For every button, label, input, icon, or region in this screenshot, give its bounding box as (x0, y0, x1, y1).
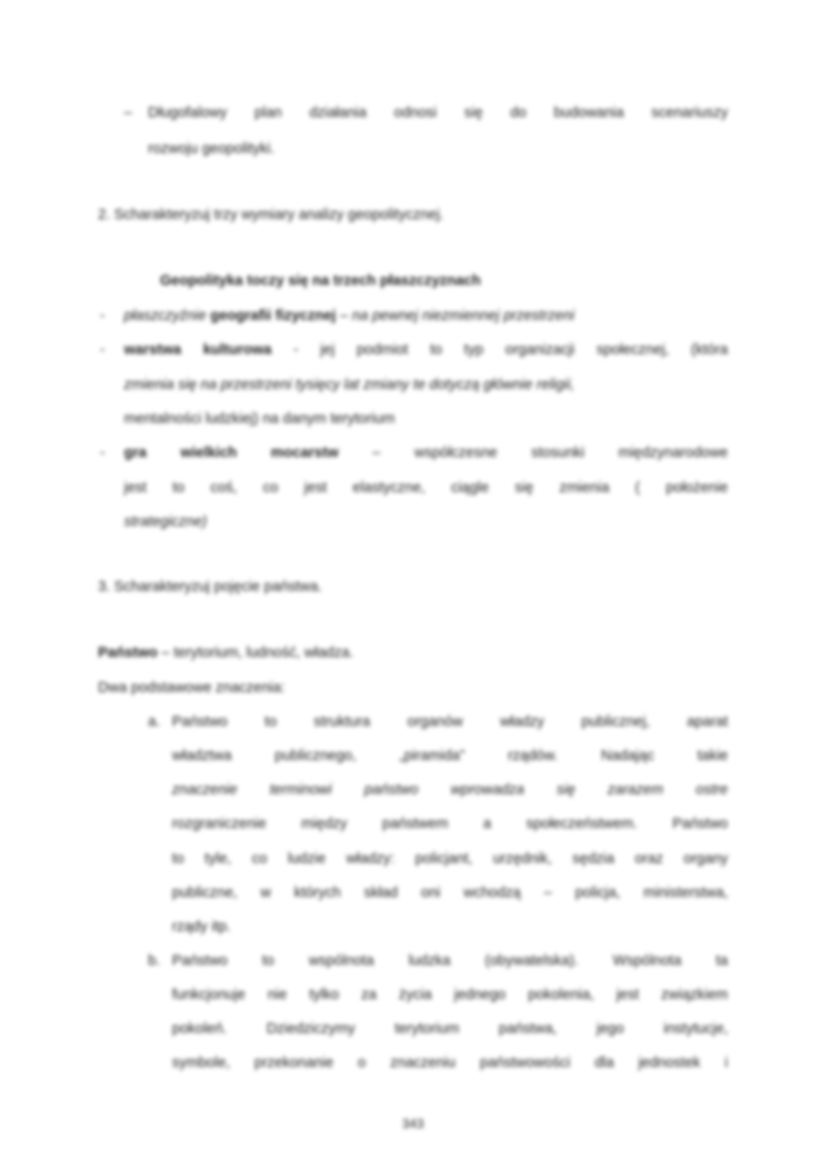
page-number: 343 (402, 1116, 424, 1131)
definition-term: Państwo (98, 645, 158, 661)
list-item-text: – współczesne stosunki międzynarodowe (338, 445, 728, 461)
section-heading: Geopolityka toczy się na trzech płaszczyznach (160, 273, 481, 289)
list-item-text: płaszczyźnie (124, 308, 211, 324)
item-a-line: publiczne, w których skład oni wchodzą – policja, ministerstwa, (172, 885, 728, 901)
list-marker-a: a. (148, 714, 161, 730)
list-item-text: - jej podmiot to typ organizacji społecznej, (która (271, 342, 728, 358)
list-item-line: mentalności ludzkiej) na danym terytorium (124, 411, 395, 427)
item-b-line: funkcjonuje nie tylko za życia jednego pokolenia, jest związkiem (172, 987, 728, 1003)
dash-bullet: – (124, 105, 133, 121)
definition (98, 643, 353, 663)
two-meanings-label: Dwa podstawowe znaczenia: (98, 680, 285, 696)
definition-text: – terytorium, ludność, władza. (157, 645, 354, 661)
dash-bullet: - (100, 308, 105, 324)
list-item-bold: gra wielkich mocarstw (124, 445, 339, 461)
item-a-line: to tyle, co ludzie władzy: policjant, urzędnik, sędzia oraz organy (172, 851, 728, 867)
item-b-line: pokoleń. Dziedziczymy terytorium państwa, jego instytucje, (172, 1021, 728, 1037)
item-b-line: symbole, przekonanie o znaczeniu państwowości dla jednostek i (172, 1055, 728, 1071)
item-a-line: znaczenie terminowi państwo wprowadza się zarazem ostre (172, 782, 728, 798)
item-a-line: rządy itp. (172, 919, 231, 935)
list-item-bold: warstwa kulturowa (124, 342, 272, 358)
list-item (124, 443, 728, 463)
item-a-line: Państwo to struktura organów władzy publicznej, aparat (172, 714, 728, 730)
list-item-bold: geografii fizycznej (210, 308, 336, 324)
paragraph-line: Długofalowy plan działania odnosi się do budowania scenariuszy (148, 105, 728, 121)
dash-bullet: - (100, 445, 105, 461)
item-a-line: władztwa publicznego, „piramida” rządów. Nadając takie (172, 748, 728, 764)
dash-bullet: - (100, 342, 105, 358)
item-b-line: Państwo to wspólnota ludzka (obywatelska). Wspólnota ta (172, 953, 728, 969)
list-item-line: strategiczne) (124, 514, 208, 530)
paragraph-line: rozwoju geopolityki. (148, 141, 275, 157)
list-item-line: jest to coś, co jest elastyczne, ciągle się zmienia ( położenie (124, 480, 728, 496)
list-item (124, 306, 575, 326)
list-marker-b: b. (148, 953, 161, 969)
list-item (124, 340, 728, 360)
question-3: 3. Scharakteryzuj pojęcie państwa. (98, 579, 323, 595)
list-item-text: – na pewnej niezmiennej przestrzeni (335, 308, 575, 324)
list-item-line: zmienia się na przestrzeni tysięcy lat zmiany te dotyczą głównie religii, (124, 377, 575, 393)
item-a-line: rozgraniczenie między państwem a społeczeństwem. Państwo (172, 816, 728, 832)
question-2: 2. Scharakteryzuj trzy wymiary analizy geopolitycznej. (98, 207, 444, 223)
